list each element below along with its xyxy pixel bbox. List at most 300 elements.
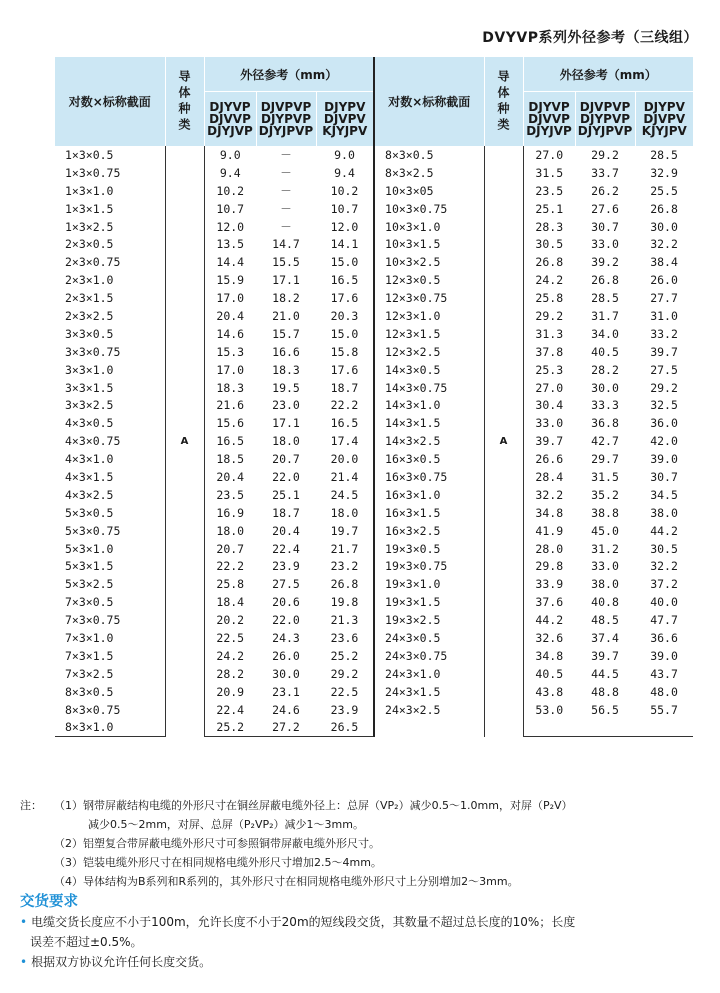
od-cell: 20.6 [272, 595, 300, 610]
od-cell-right: 33.3 [591, 398, 619, 413]
note-2: （2）铝塑复合带屏蔽电缆外形尺寸可参照铜带屏蔽电缆外形尺寸。 [54, 837, 380, 850]
table-row [55, 218, 693, 236]
table-row [55, 683, 693, 701]
od-cell-right: 37.8 [535, 344, 564, 359]
od-cell: 17.6 [330, 362, 359, 377]
od-cell-right: 28.5 [650, 147, 678, 162]
od-cell: 25.1 [272, 487, 300, 502]
od-cell: 21.3 [330, 613, 359, 628]
pair-size-cell: 1×3×1.0 [65, 183, 114, 198]
table-row [55, 522, 693, 540]
table-row [55, 182, 693, 200]
od-cell-right: 32.9 [650, 165, 678, 180]
od-cell: 24.3 [272, 630, 300, 645]
note-1b: 减少0.5～2mm，对屏、总屏（P₂VP₂）减少1～3mm。 [88, 818, 364, 831]
pair-size-cell: 4×3×0.75 [65, 434, 121, 449]
od-cell-right: 26.2 [591, 183, 619, 198]
table-row [55, 253, 693, 271]
od-cell-right: 38.0 [591, 577, 619, 592]
od-cell-right: 45.0 [591, 523, 619, 538]
od-cell: 17.6 [330, 291, 359, 306]
od-cell: 10.2 [330, 183, 359, 198]
delivery-section [20, 912, 690, 972]
od-cell-right: 30.5 [650, 541, 678, 556]
od-cell: 12.0 [330, 219, 359, 234]
od-cell-right: 47.7 [650, 613, 678, 628]
od-cell-right: 26.8 [535, 255, 564, 270]
od-cell-right: 34.0 [591, 326, 619, 341]
od-cell: 25.8 [216, 577, 245, 592]
od-cell-right: 30.7 [650, 469, 678, 484]
od-cell: 22.0 [272, 469, 300, 484]
od-cell-right: 33.9 [535, 577, 564, 592]
pair-size-cell-right: 24×3×1.0 [374, 665, 484, 683]
outer-diameter-table [55, 57, 693, 737]
od-cell: 18.2 [272, 291, 300, 306]
od-cell: 9.0 [334, 147, 355, 162]
od-cell-right: 34.8 [535, 648, 564, 663]
delivery-item-1b: 误差不超过±0.5%。 [30, 935, 143, 949]
od-cell: 16.5 [330, 416, 359, 431]
od-cell-right: 33.0 [535, 416, 564, 431]
pair-size-cell: 5×3×0.5 [65, 505, 114, 520]
od-cell: 24.2 [216, 648, 245, 663]
note-1a: （1）钢带屏蔽结构电缆的外形尺寸在铜丝屏蔽电缆外径上：总屏（VP₂）减少0.5～1.0mm，对屏（P₂V） [54, 799, 573, 812]
od-cell: 30.0 [272, 666, 300, 681]
od-cell: 23.6 [330, 630, 359, 645]
delivery-item-1a: 电缆交货长度应不小于100m，允许长度不小于20m的短线段交货，其数量不超过总长度的10%；长度 [31, 915, 576, 929]
od-cell: 18.4 [216, 595, 245, 610]
od-cell: 23.9 [272, 559, 300, 574]
pair-size-cell: 8×3×0.75 [65, 702, 121, 717]
od-cell: 18.3 [272, 362, 300, 377]
od-cell-right: 26.8 [650, 201, 678, 216]
delivery-item-2: 根据双方协议允许任何长度交货。 [31, 955, 212, 969]
od-cell-right: 33.7 [591, 165, 619, 180]
pair-size-cell: 2×3×1.0 [65, 273, 114, 288]
od-cell-right: 32.2 [650, 559, 678, 574]
od-cell: 20.4 [272, 523, 300, 538]
od-cell-right: 25.3 [535, 362, 564, 377]
pair-size-cell-right: 12×3×1.0 [374, 307, 484, 325]
od-cell: 15.0 [330, 326, 359, 341]
pair-size-cell-right: 10×3×2.5 [374, 253, 484, 271]
pair-size-cell: 8×3×0.5 [65, 684, 114, 699]
od-cell: － [280, 147, 292, 162]
od-cell-right: 23.5 [535, 183, 564, 198]
table-row [55, 164, 693, 182]
table-row [55, 629, 693, 647]
od-cell-right: 39.7 [591, 648, 619, 663]
od-cell-right [523, 719, 575, 737]
pair-size-cell-right: 8×3×0.5 [374, 146, 484, 164]
od-cell-right: 32.5 [650, 398, 678, 413]
table-row [55, 450, 693, 468]
od-cell-right: 25.5 [650, 183, 678, 198]
bullet-icon: • [20, 955, 28, 969]
pair-size-cell: 4×3×2.5 [65, 487, 114, 502]
pair-size-cell-right: 12×3×0.5 [374, 271, 484, 289]
od-cell-right: 24.2 [535, 273, 564, 288]
pair-size-cell-right: 14×3×0.5 [374, 361, 484, 379]
od-cell-right: 29.2 [535, 308, 564, 323]
od-cell-right: 30.4 [535, 398, 564, 413]
pair-size-cell: 7×3×1.0 [65, 630, 114, 645]
od-cell: 22.4 [272, 541, 300, 556]
od-cell-right [575, 719, 635, 737]
table-row [55, 289, 693, 307]
od-cell-right: 26.8 [591, 273, 619, 288]
od-cell: 26.8 [330, 577, 359, 592]
pair-size-cell: 2×3×0.5 [65, 237, 114, 252]
pair-size-cell-right: 12×3×1.5 [374, 325, 484, 343]
od-cell-right: 32.2 [535, 487, 564, 502]
od-cell: 16.5 [216, 434, 245, 449]
od-cell-right: 27.0 [535, 380, 564, 395]
od-cell: 27.2 [256, 719, 316, 737]
pair-size-cell: 4×3×1.5 [65, 469, 114, 484]
header-od-ref: 外径参考（mm） [204, 57, 374, 92]
od-cell-right: 44.2 [535, 613, 564, 628]
header-sub-c: DJYPV DJVPV KJYJPV [316, 92, 374, 147]
od-cell-right: 31.5 [591, 469, 619, 484]
od-cell-right: 40.8 [591, 595, 619, 610]
od-cell: 23.1 [272, 684, 300, 699]
od-cell: 22.5 [330, 684, 359, 699]
od-cell-right: 27.5 [650, 362, 678, 377]
od-cell-right [635, 719, 693, 737]
od-cell: 15.9 [216, 273, 245, 288]
od-cell-right: 31.7 [591, 308, 619, 323]
table-row [55, 307, 693, 325]
od-cell-right: 39.0 [650, 452, 678, 467]
table-row [55, 557, 693, 575]
od-cell-right: 31.3 [535, 326, 564, 341]
od-cell: 15.0 [330, 255, 359, 270]
od-cell: 24.6 [272, 702, 300, 717]
od-cell: 15.6 [216, 416, 245, 431]
od-cell-right: 53.0 [535, 702, 564, 717]
od-cell: 9.0 [219, 147, 241, 162]
pair-size-cell-right: 24×3×0.5 [374, 629, 484, 647]
od-cell: 16.5 [330, 273, 359, 288]
od-cell-right: 41.9 [535, 523, 564, 538]
od-cell-right: 29.2 [650, 380, 678, 395]
od-cell: 15.8 [330, 344, 359, 359]
notes-section [20, 796, 710, 891]
od-cell: 23.2 [330, 559, 359, 574]
table-row [55, 235, 693, 253]
bullet-icon: • [20, 915, 28, 929]
od-cell-right: 28.4 [535, 469, 564, 484]
header-sub-b: DJVPVP DJYPVP DJYJPVP [256, 92, 316, 147]
od-cell-right: 26.0 [650, 273, 678, 288]
pair-size-cell-right: 19×3×1.5 [374, 593, 484, 611]
pair-size-cell-right: 14×3×2.5 [374, 432, 484, 450]
od-cell-right: 38.0 [650, 505, 678, 520]
od-cell: 20.4 [216, 308, 245, 323]
od-cell: 17.0 [216, 362, 245, 377]
pair-size-cell: 3×3×1.0 [65, 362, 114, 377]
od-cell-right: 31.0 [650, 308, 678, 323]
pair-size-cell-right: 19×3×1.0 [374, 575, 484, 593]
pair-size-cell-right: 10×3×05 [374, 182, 484, 200]
pair-size-cell-right: 10×3×1.5 [374, 235, 484, 253]
od-cell: 19.7 [330, 523, 359, 538]
od-cell-right: 36.0 [650, 416, 678, 431]
od-cell: 18.0 [216, 523, 245, 538]
od-cell-right: 29.2 [591, 147, 619, 162]
od-cell: 20.7 [216, 541, 245, 556]
od-cell-right: 28.0 [535, 541, 564, 556]
od-cell-right: 30.7 [591, 219, 619, 234]
od-cell: 12.0 [216, 219, 245, 234]
od-cell-right: 25.1 [535, 201, 564, 216]
od-cell-right: 38.8 [591, 505, 619, 520]
pair-size-cell: 7×3×2.5 [65, 666, 114, 681]
od-cell-right: 35.2 [591, 487, 619, 502]
od-cell-right: 28.5 [591, 291, 619, 306]
od-cell: 13.5 [216, 237, 245, 252]
pair-size-cell: 1×3×1.5 [65, 201, 114, 216]
pair-size-cell: 2×3×0.75 [65, 255, 121, 270]
table-row [55, 504, 693, 522]
table-row [55, 361, 693, 379]
od-cell: 23.5 [216, 487, 245, 502]
table-row [55, 575, 693, 593]
od-cell-right: 26.6 [535, 452, 564, 467]
od-cell: 19.8 [330, 595, 359, 610]
pair-size-cell: 3×3×1.5 [65, 380, 114, 395]
od-cell: 21.4 [330, 469, 359, 484]
od-cell-right: 38.4 [650, 255, 678, 270]
table-row [55, 379, 693, 397]
note-4: （4）导体结构为B系列和R系列的，其外形尺寸在相同规格电缆外形尺寸上分别增加2～3mm。 [54, 875, 519, 888]
table-row [55, 647, 693, 665]
od-cell-right: 27.6 [591, 201, 619, 216]
od-cell-right: 44.2 [650, 523, 678, 538]
od-cell-right: 25.8 [535, 291, 564, 306]
delivery-title: 交货要求 [20, 894, 78, 910]
od-cell: 25.2 [204, 719, 256, 737]
od-cell: 22.5 [216, 630, 245, 645]
header-sub-c-right: DJYPV DJVPV KJYJPV [635, 92, 693, 147]
od-cell-right: 40.5 [591, 344, 619, 359]
pair-size-cell: 7×3×0.75 [65, 613, 121, 628]
pair-size-cell-right: 12×3×2.5 [374, 343, 484, 361]
od-cell: 17.4 [330, 434, 359, 449]
od-cell-right: 29.8 [535, 559, 564, 574]
od-cell: 17.1 [272, 416, 300, 431]
od-cell-right: 32.2 [650, 237, 678, 252]
pair-size-cell-right: 10×3×1.0 [374, 218, 484, 236]
od-cell: 23.9 [330, 702, 359, 717]
od-cell: 16.6 [272, 344, 300, 359]
table-row [55, 665, 693, 683]
od-cell-right: 33.0 [591, 237, 619, 252]
od-cell-right: 34.5 [650, 487, 678, 502]
pair-size-cell: 4×3×1.0 [65, 452, 114, 467]
pair-size-cell-right: 10×3×0.75 [374, 200, 484, 218]
od-cell-right: 37.2 [650, 577, 678, 592]
od-cell: 10.7 [330, 201, 359, 216]
conductor-type-cell: A [165, 146, 204, 737]
od-cell: 19.5 [272, 380, 300, 395]
od-cell-right: 31.2 [591, 541, 619, 556]
table-row [55, 325, 693, 343]
od-cell-right: 48.0 [650, 684, 678, 699]
pair-size-cell: 5×3×2.5 [65, 577, 114, 592]
od-cell: 14.1 [330, 237, 359, 252]
od-cell: 22.4 [216, 702, 245, 717]
od-cell-right: 39.7 [535, 434, 564, 449]
od-cell: 24.5 [330, 487, 359, 502]
od-cell: － [280, 165, 292, 180]
page-title: DVYVP系列外径参考（三线组） [482, 30, 698, 46]
od-cell-right: 37.4 [591, 630, 619, 645]
pair-size-cell: 1×3×0.5 [65, 147, 114, 162]
table-row [55, 593, 693, 611]
od-cell: 21.6 [216, 398, 245, 413]
od-cell: 28.2 [216, 666, 245, 681]
pair-size-cell: 1×3×2.5 [65, 219, 114, 234]
od-cell-right: 30.5 [535, 237, 564, 252]
od-cell-right: 42.0 [650, 434, 678, 449]
table-row [55, 486, 693, 504]
pair-size-cell: 1×3×0.75 [65, 165, 121, 180]
od-cell: 29.2 [330, 666, 359, 681]
od-cell: 27.5 [272, 577, 300, 592]
od-cell: 10.7 [216, 201, 245, 216]
od-cell-right: 40.5 [535, 666, 564, 681]
od-cell: 14.6 [216, 326, 245, 341]
pair-size-cell: 2×3×2.5 [65, 308, 114, 323]
od-cell: 17.1 [272, 273, 300, 288]
header-pair-label: 对数×标称截面 [55, 57, 165, 146]
od-cell-right: 44.5 [591, 666, 619, 681]
pair-size-cell-right: 16×3×0.5 [374, 450, 484, 468]
pair-size-cell: 7×3×1.5 [65, 648, 114, 663]
od-cell-right: 37.6 [535, 595, 564, 610]
od-cell: 18.7 [272, 505, 300, 520]
pair-size-cell-right: 24×3×2.5 [374, 701, 484, 719]
od-cell-right: 42.7 [591, 434, 619, 449]
od-cell: 25.2 [330, 648, 359, 663]
od-cell: 20.9 [216, 684, 245, 699]
header-od-ref-right: 外径参考（mm） [523, 57, 693, 92]
od-cell-right: 43.7 [650, 666, 678, 681]
pair-size-cell-right: 14×3×0.75 [374, 379, 484, 397]
od-cell-right: 56.5 [591, 702, 619, 717]
pair-size-cell: 5×3×1.5 [65, 559, 114, 574]
od-cell-right: 39.0 [650, 648, 678, 663]
od-cell: 20.3 [330, 308, 359, 323]
od-cell: 21.7 [330, 541, 359, 556]
pair-size-cell-right: 16×3×1.0 [374, 486, 484, 504]
pair-size-cell: 8×3×1.0 [55, 719, 165, 737]
od-cell: 26.0 [272, 648, 300, 663]
od-cell-right: 39.7 [650, 344, 678, 359]
od-cell-right: 43.8 [535, 684, 564, 699]
header-conductor-type: 导体种类 [165, 57, 204, 146]
pair-size-cell-right: 19×3×0.5 [374, 540, 484, 558]
table-row [55, 146, 693, 164]
pair-size-cell: 7×3×0.5 [65, 595, 114, 610]
od-cell-right: 55.7 [650, 702, 678, 717]
table-row [55, 719, 693, 737]
notes-label: 注： [20, 799, 42, 812]
od-cell-right: 33.0 [591, 559, 619, 574]
od-cell: 18.5 [216, 452, 245, 467]
table-row [55, 271, 693, 289]
pair-size-cell-right: 16×3×1.5 [374, 504, 484, 522]
table-row [55, 200, 693, 218]
od-cell: 9.4 [334, 165, 355, 180]
table-row [55, 540, 693, 558]
od-cell: 18.0 [330, 505, 359, 520]
od-cell-right: 30.0 [650, 219, 678, 234]
od-cell: 18.0 [272, 434, 300, 449]
table-row [55, 701, 693, 719]
note-3: （3）铠装电缆外形尺寸在相同规格电缆外形尺寸增加2.5～4mm。 [54, 856, 382, 869]
od-cell: － [280, 219, 292, 234]
table-row [55, 468, 693, 486]
od-cell-right: 36.6 [650, 630, 678, 645]
od-cell: 14.7 [272, 237, 300, 252]
od-cell: 22.2 [330, 398, 359, 413]
od-cell: 20.2 [216, 613, 245, 628]
pair-size-cell: 5×3×0.75 [65, 523, 121, 538]
od-cell: 18.3 [216, 380, 245, 395]
table-row [55, 396, 693, 414]
od-cell-right: 40.0 [650, 595, 678, 610]
od-cell: － [280, 183, 292, 198]
od-cell: 26.5 [316, 719, 374, 737]
header-pair-label-right: 对数×标称截面 [374, 57, 484, 146]
pair-size-cell-right: 12×3×0.75 [374, 289, 484, 307]
od-cell-right: 48.5 [591, 613, 619, 628]
pair-size-cell-right [374, 719, 484, 737]
pair-size-cell-right: 19×3×0.75 [374, 557, 484, 575]
od-cell: 22.2 [216, 559, 245, 574]
header-conductor-type-right: 导体种类 [484, 57, 523, 146]
pair-size-cell-right: 19×3×2.5 [374, 611, 484, 629]
pair-size-cell: 5×3×1.0 [65, 541, 114, 556]
od-cell: － [280, 201, 292, 216]
od-cell: 20.4 [216, 469, 245, 484]
od-cell: 15.7 [272, 326, 300, 341]
od-cell-right: 29.7 [591, 452, 619, 467]
od-cell: 17.0 [216, 291, 245, 306]
od-cell-right: 34.8 [535, 505, 564, 520]
header-sub-a-right: DJYVP DJVVP DJYJVP [523, 92, 575, 147]
pair-size-cell: 2×3×1.5 [65, 291, 114, 306]
od-cell: 23.0 [272, 398, 300, 413]
od-cell: 9.4 [219, 165, 241, 180]
pair-size-cell-right: 16×3×2.5 [374, 522, 484, 540]
od-cell-right: 27.0 [535, 147, 564, 162]
od-cell-right: 32.6 [535, 630, 564, 645]
od-cell-right: 36.8 [591, 416, 619, 431]
pair-size-cell-right: 8×3×2.5 [374, 164, 484, 182]
pair-size-cell-right: 14×3×1.5 [374, 414, 484, 432]
pair-size-cell: 3×3×0.5 [65, 326, 114, 341]
table-row [55, 611, 693, 629]
pair-size-cell-right: 24×3×0.75 [374, 647, 484, 665]
od-cell-right: 31.5 [535, 165, 564, 180]
od-cell: 21.0 [272, 308, 300, 323]
od-cell: 10.2 [216, 183, 245, 198]
